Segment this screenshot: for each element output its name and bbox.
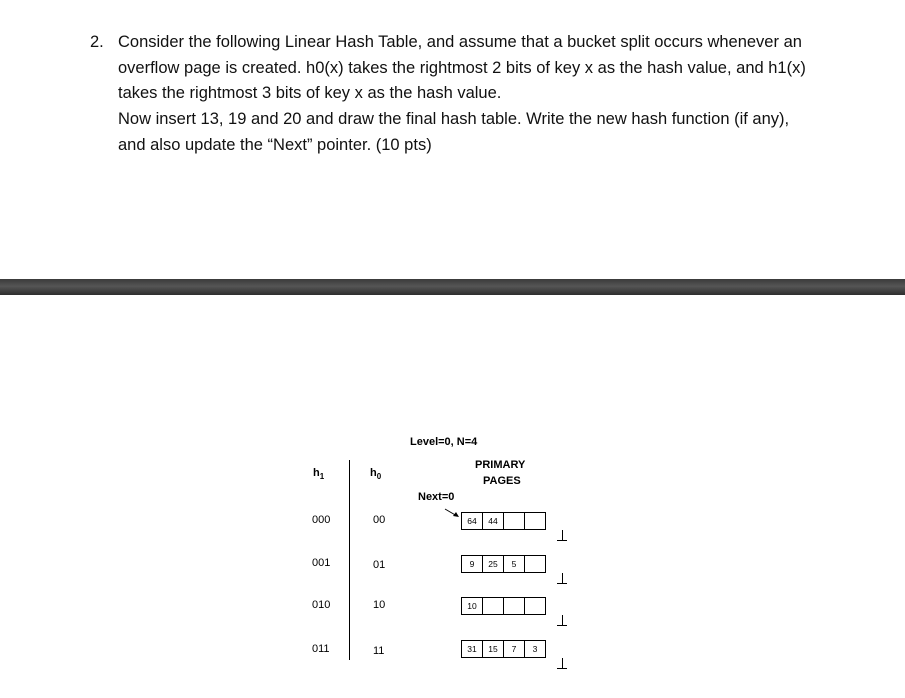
overflow-pointer (562, 530, 563, 540)
bucket-slot: 10 (461, 597, 483, 615)
null-pointer (557, 668, 567, 669)
bucket-slot (524, 512, 546, 530)
null-pointer (557, 540, 567, 541)
question-line-5: and also update the “Next” pointer. (10 pts) (118, 136, 432, 154)
next-pointer-arrow (444, 507, 462, 519)
null-pointer (557, 625, 567, 626)
bucket-slot: 5 (503, 555, 525, 573)
question-line-4: Now insert 13, 19 and 20 and draw the final hash table. Write the new hash function (if any), (118, 110, 790, 128)
bucket-slot (482, 597, 504, 615)
bucket-slot: 44 (482, 512, 504, 530)
bucket-slot (524, 597, 546, 615)
bucket-10 (461, 597, 546, 615)
bucket-11 (461, 640, 546, 658)
row-h1-value: 001 (312, 557, 331, 569)
bucket-slot: 15 (482, 640, 504, 658)
question-line-2: overflow page is created. h0(x) takes the rightmost 2 bits of key x as the hash value, and h1(x) (118, 59, 806, 77)
h0-header: $h_0$ (370, 467, 382, 481)
row-h0-value: 00 (373, 514, 386, 526)
bucket-slot: 3 (524, 640, 546, 658)
overflow-pointer (562, 658, 563, 668)
overflow-pointer (562, 573, 563, 583)
row-h1-value: 011 (312, 643, 330, 655)
question-line-3: takes the rightmost 3 bits of key x as the hash value. (118, 84, 502, 102)
bucket-slot (503, 512, 525, 530)
primary-label: PRIMARY (475, 459, 526, 471)
bucket-slot: 64 (461, 512, 483, 530)
next-label: Next=0 (418, 491, 455, 503)
h1-header: $h_1$ (313, 467, 325, 481)
row-h0-value: 10 (373, 599, 386, 611)
bucket-slot: 31 (461, 640, 483, 658)
bucket-slot (524, 555, 546, 573)
bucket-slot: 7 (503, 640, 525, 658)
row-h0-value: 11 (373, 645, 385, 657)
separator-bar (0, 279, 905, 295)
bucket-00 (461, 512, 546, 530)
overflow-pointer (562, 615, 563, 625)
bucket-01 (461, 555, 546, 573)
bucket-slot (503, 597, 525, 615)
column-divider (349, 460, 350, 660)
row-h1-value: 000 (312, 514, 331, 526)
row-h0-value: 01 (373, 559, 386, 571)
bucket-slot: 9 (461, 555, 483, 573)
row-h1-value: 010 (312, 599, 331, 611)
null-pointer (557, 583, 567, 584)
level-label: Level=0, N=4 (410, 436, 478, 448)
question-line-1: Consider the following Linear Hash Table, and assume that a bucket split occurs whenever an (118, 33, 802, 51)
question-number: 2. (90, 33, 104, 51)
pages-label: PAGES (483, 475, 521, 487)
bucket-slot: 25 (482, 555, 504, 573)
